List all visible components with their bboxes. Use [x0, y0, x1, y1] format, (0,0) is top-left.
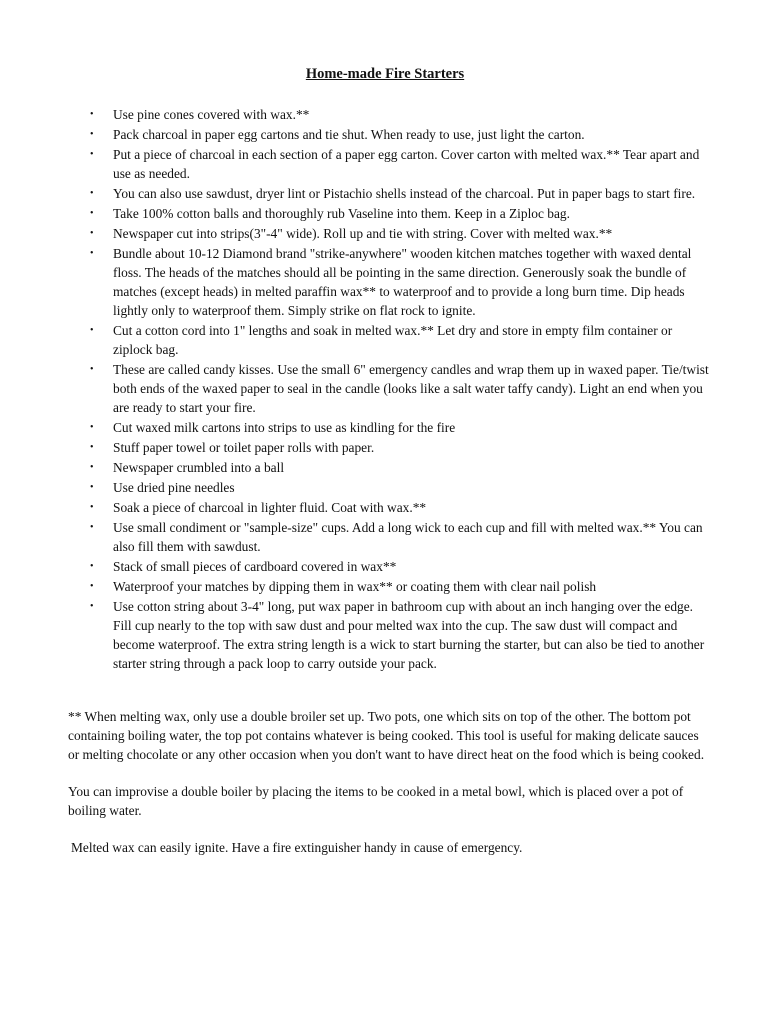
- list-item-text: Cut a cotton cord into 1" lengths and soak in melted wax.** Let dry and store in empty film container or ziplock bag.: [113, 323, 673, 357]
- list-item: [90, 418, 713, 437]
- bullet-icon: •: [90, 482, 94, 493]
- list-item-text: Newspaper cut into strips(3"-4" wide). Roll up and tie with string. Cover with melted wax.**: [113, 226, 613, 241]
- bullet-icon: •: [90, 325, 94, 336]
- list-item-text: Cut waxed milk cartons into strips to use as kindling for the fire: [113, 420, 456, 435]
- bullet-icon: •: [90, 129, 94, 140]
- notes-section: [68, 707, 708, 875]
- list-item: [90, 224, 713, 243]
- list-item-text: Soak a piece of charcoal in lighter fluid. Coat with wax.**: [113, 500, 427, 515]
- bullet-icon: •: [90, 442, 94, 453]
- fire-starter-list: [90, 105, 713, 674]
- bullet-icon: •: [90, 561, 94, 572]
- bullet-icon: •: [90, 228, 94, 239]
- bullet-icon: •: [90, 188, 94, 199]
- list-item-text: Use small condiment or "sample-size" cups. Add a long wick to each cup and fill with melted wax.** You can also fill them with sawdust.: [113, 520, 703, 554]
- list-item-text: Stuff paper towel or toilet paper rolls with paper.: [113, 440, 375, 455]
- bullet-icon: •: [90, 248, 94, 259]
- list-item-text: Waterproof your matches by dipping them in wax** or coating them with clear nail polish: [113, 579, 597, 594]
- bullet-icon: •: [90, 364, 94, 375]
- bullet-icon: •: [90, 462, 94, 473]
- list-item: [90, 518, 713, 556]
- list-item: [90, 498, 713, 517]
- bullet-icon: •: [90, 109, 94, 120]
- bullet-icon: •: [90, 581, 94, 592]
- list-item: [90, 458, 713, 477]
- list-item: [90, 244, 713, 320]
- bullet-icon: •: [90, 522, 94, 533]
- bullet-icon: •: [90, 601, 94, 612]
- document-title: Home-made Fire Starters: [305, 66, 465, 82]
- list-item: [90, 360, 713, 417]
- bullet-icon: •: [90, 502, 94, 513]
- list-item: [90, 321, 713, 359]
- bullet-icon: •: [90, 208, 94, 219]
- list-item-text: Pack charcoal in paper egg cartons and tie shut. When ready to use, just light the carton.: [113, 127, 585, 142]
- list-item-text: Stack of small pieces of cardboard covered in wax**: [113, 559, 397, 574]
- list-item-text: You can also use sawdust, dryer lint or Pistachio shells instead of the charcoal. Put in paper bags to start fire.: [113, 186, 696, 201]
- bullet-icon: •: [90, 149, 94, 160]
- list-item-text: Use dried pine needles: [113, 480, 235, 495]
- list-item: [90, 577, 713, 596]
- list-item-text: These are called candy kisses. Use the small 6" emergency candles and wrap them up in waxed paper. Tie/twist both ends of the waxed paper to seal in the candle (looks like a salt water taffy candy). Light an end when you are ready to start your fire.: [113, 362, 709, 415]
- list-item: [90, 438, 713, 457]
- list-item-text: Use cotton string about 3-4" long, put wax paper in bathroom cup with about an inch hanging over the edge. Fill cup nearly to the top with saw dust and pour melted wax into the cup. The saw dust will compact and become waterproof. The extra string length is a wick to start burning the starter, but can also be tied to another starter string through a pack loop to carry outside your pack.: [113, 599, 705, 671]
- list-item: [90, 125, 713, 144]
- bullet-icon: •: [90, 422, 94, 433]
- list-item: [90, 184, 713, 203]
- list-item-text: Bundle about 10-12 Diamond brand "strike-anywhere" wooden kitchen matches together with waxed dental floss. The heads of the matches should all be pointing in the same direction. Generously soak the bundle of matches (except heads) in melted paraffin wax** to waterproof and to provide a long burn time. Dip heads lightly only to waterproof them. Simply strike on flat rock to ignite.: [113, 246, 692, 318]
- list-item: [90, 478, 713, 497]
- list-item-text: Take 100% cotton balls and thoroughly rub Vaseline into them. Keep in a Ziploc bag.: [113, 206, 570, 221]
- list-item: [90, 105, 713, 124]
- list-item: [90, 145, 713, 183]
- list-item: [90, 204, 713, 223]
- list-item: [90, 597, 713, 673]
- double-boiler-note: ** When melting wax, only use a double broiler set up. Two pots, one which sits on top of the other. The bottom pot containing boiling water, the top pot contains whatever is being cooked. This tool is useful for making delicate sauces or melting chocolate or any other occasion when you don't want to have direct heat on the food which is being cooked.: [68, 709, 705, 762]
- list-item-text: Put a piece of charcoal in each section of a paper egg carton. Cover carton with melted wax.** Tear apart and use as needed.: [113, 147, 700, 181]
- list-item-text: Newspaper crumbled into a ball: [113, 460, 285, 475]
- list-item: [90, 557, 713, 576]
- improvise-boiler-note: You can improvise a double boiler by placing the items to be cooked in a metal bowl, which is placed over a pot of boiling water.: [68, 784, 684, 818]
- safety-warning: Melted wax can easily ignite. Have a fire extinguisher handy in cause of emergency.: [71, 840, 523, 855]
- list-item-text: Use pine cones covered with wax.**: [113, 107, 310, 122]
